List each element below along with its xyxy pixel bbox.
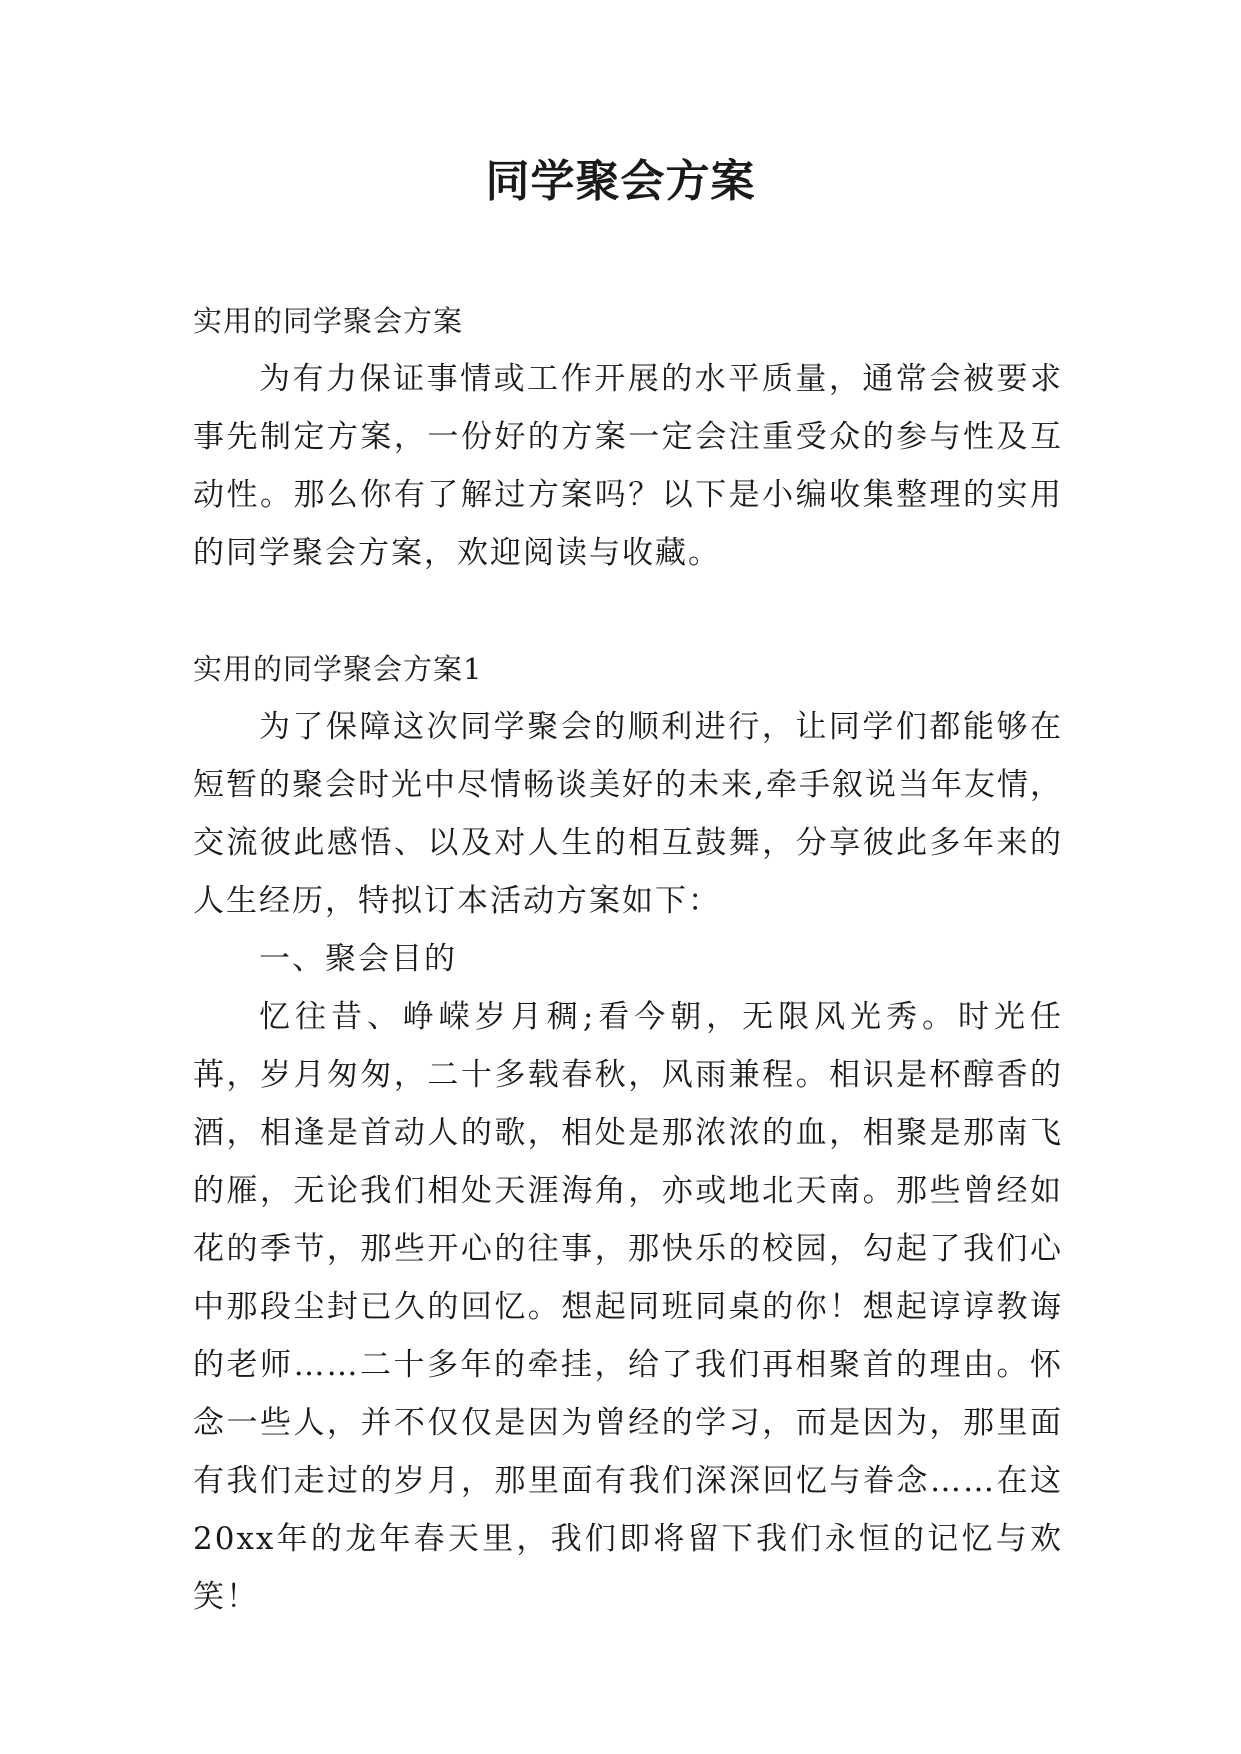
item-1-heading: 一、聚会目的 (259, 941, 457, 977)
paragraph-2: 忆往昔、峥嵘岁月稠;看今朝，无限风光秀。时光任苒，岁月匆匆，二十多载春秋，风雨兼程。相识是杯醇香的酒，相逢是首动人的歌，相处是那浓浓的血，相聚是那南飞的雁，无论我们相处天涯海角，亦或地北天南。那些曾经如花的季节，那些开心的往事，那快乐的校园，勾起了我们心中那段尘封已久的回忆。想起同班同桌的你！想起谆谆教诲的老师……二十多年的牵挂，给了我们再相聚首的理由。怀念一些人，并不仅仅是因为曾经的学习，而是因为，那里面有我们走过的岁月，那里面有我们深深回忆与眷念……在这20xx年的龙年春天里，我们即将留下我们永恒的记忆与欢笑！ (193, 999, 1063, 1615)
document-title: 同学聚会方案 (485, 156, 756, 207)
subheading-1: 实用的同学聚会方案1 (193, 652, 483, 686)
intro-paragraph: 为有力保证事情或工作开展的水平质量，通常会被要求事先制定方案，一份好的方案一定会注重受众的参与性及互动性。那么你有了解过方案吗？以下是小编收集整理的实用的同学聚会方案，欢迎阅读与收藏。 (193, 361, 1063, 571)
section-heading: 实用的同学聚会方案 (193, 304, 464, 338)
document-body (193, 292, 1063, 1626)
paragraph-spacer (193, 582, 1063, 640)
paragraph-1: 为了保障这次同学聚会的顺利进行，让同学们都能够在短暂的聚会时光中尽情畅谈美好的未来,牵手叙说当年友情，交流彼此感悟、以及对人生的相互鼓舞，分享彼此多年来的人生经历，特拟订本活动方案如下： (193, 709, 1063, 919)
